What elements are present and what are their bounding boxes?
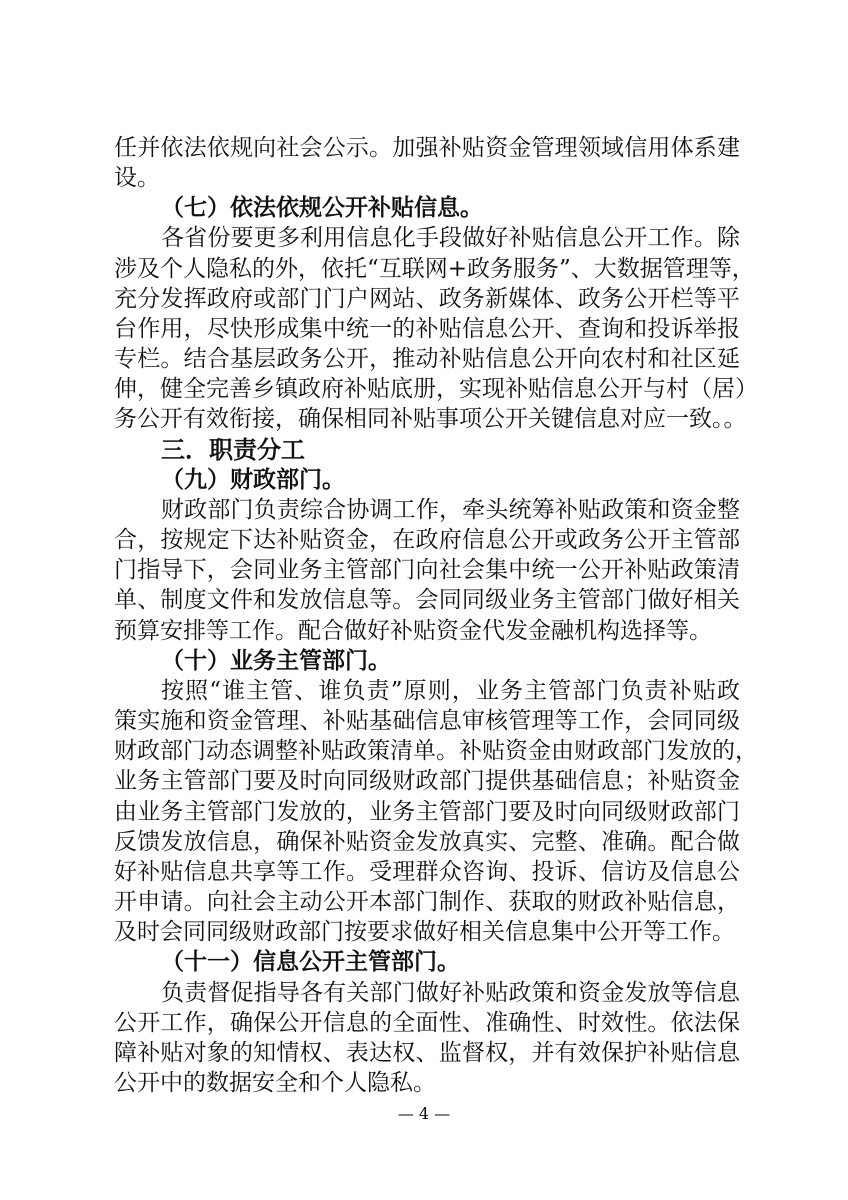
body-line: 按照“谁主管、谁负责”原则，业务主管部门负责补贴政: [161, 678, 740, 704]
body-line: 预算安排等工作。配合做好补贴资金代发金融机构选择等。: [114, 618, 712, 644]
body-line: 设。: [114, 165, 160, 191]
body-line: 公开中的数据安全和个人隐私。: [114, 1070, 436, 1096]
body-line: 策实施和资金管理、补贴基础信息审核管理等工作，会同同级: [114, 708, 740, 734]
body-line: 务公开有效衔接，确保相同补贴事项公开关键信息对应一致。。: [114, 406, 747, 432]
chapter-heading-3: 三．职责分工: [161, 436, 305, 464]
body-line: 开申请。向社会主动公开本部门制作、获取的财政补贴信息，: [114, 889, 740, 915]
body-line: 任并依法依规向社会公示。加强补贴资金管理领域信用体系建: [114, 135, 740, 161]
body-line: 负责督促指导各有关部门做好补贴政策和资金发放等信息: [161, 980, 740, 1006]
body-line: 财政部门负责综合协调工作，牵头统筹补贴政策和资金整: [161, 497, 740, 523]
body-line: 障补贴对象的知情权、表达权、监督权，并有效保护补贴信息: [114, 1040, 740, 1066]
body-line: 专栏。结合基层政务公开，推动补贴信息公开向农村和社区延: [114, 346, 740, 372]
body-line: 台作用，尽快形成集中统一的补贴信息公开、查询和投诉举报: [114, 316, 740, 342]
section-heading-7: （七）依法依规公开补贴信息。: [161, 194, 483, 221]
body-line: 各省份要更多利用信息化手段做好补贴信息公开工作。除: [161, 225, 740, 251]
body-line: 涉及个人隐私的外，依托“互联网+政务服务”、大数据管理等，: [114, 256, 755, 282]
body-line: 门指导下，会同业务主管部门向社会集中统一公开补贴政策清: [114, 557, 740, 583]
body-line: 伸，健全完善乡镇政府补贴底册，实现补贴信息公开与村（居）: [114, 376, 758, 402]
page-number: — 4 —: [397, 1104, 451, 1123]
body-line: 业务主管部门要及时向同级财政部门提供基础信息；补贴资金: [114, 768, 740, 794]
body-line: 合，按规定下达补贴资金，在政府信息公开或政务公开主管部: [114, 527, 740, 553]
body-line: 财政部门动态调整补贴政策清单。补贴资金由财政部门发放的，: [114, 738, 758, 764]
body-line: 好补贴信息共享等工作。受理群众咨询、投诉、信访及信息公: [114, 859, 740, 885]
body-line: 由业务主管部门发放的，业务主管部门要及时向同级财政部门: [114, 799, 740, 825]
section-heading-9: （九）财政部门。: [161, 466, 345, 493]
section-heading-11: （十一）信息公开主管部门。: [161, 948, 460, 975]
body-line: 充分发挥政府或部门门户网站、政务新媒体、政务公开栏等平: [114, 286, 740, 312]
section-heading-10: （十）业务主管部门。: [161, 647, 391, 674]
body-line: 公开工作，确保公开信息的全面性、准确性、时效性。依法保: [114, 1010, 740, 1036]
body-line: 反馈发放信息，确保补贴资金发放真实、完整、准确。配合做: [114, 829, 740, 855]
body-line: 单、制度文件和发放信息等。会同同级业务主管部门做好相关: [114, 587, 740, 613]
body-line: 及时会同同级财政部门按要求做好相关信息集中公开等工作。: [114, 919, 735, 945]
